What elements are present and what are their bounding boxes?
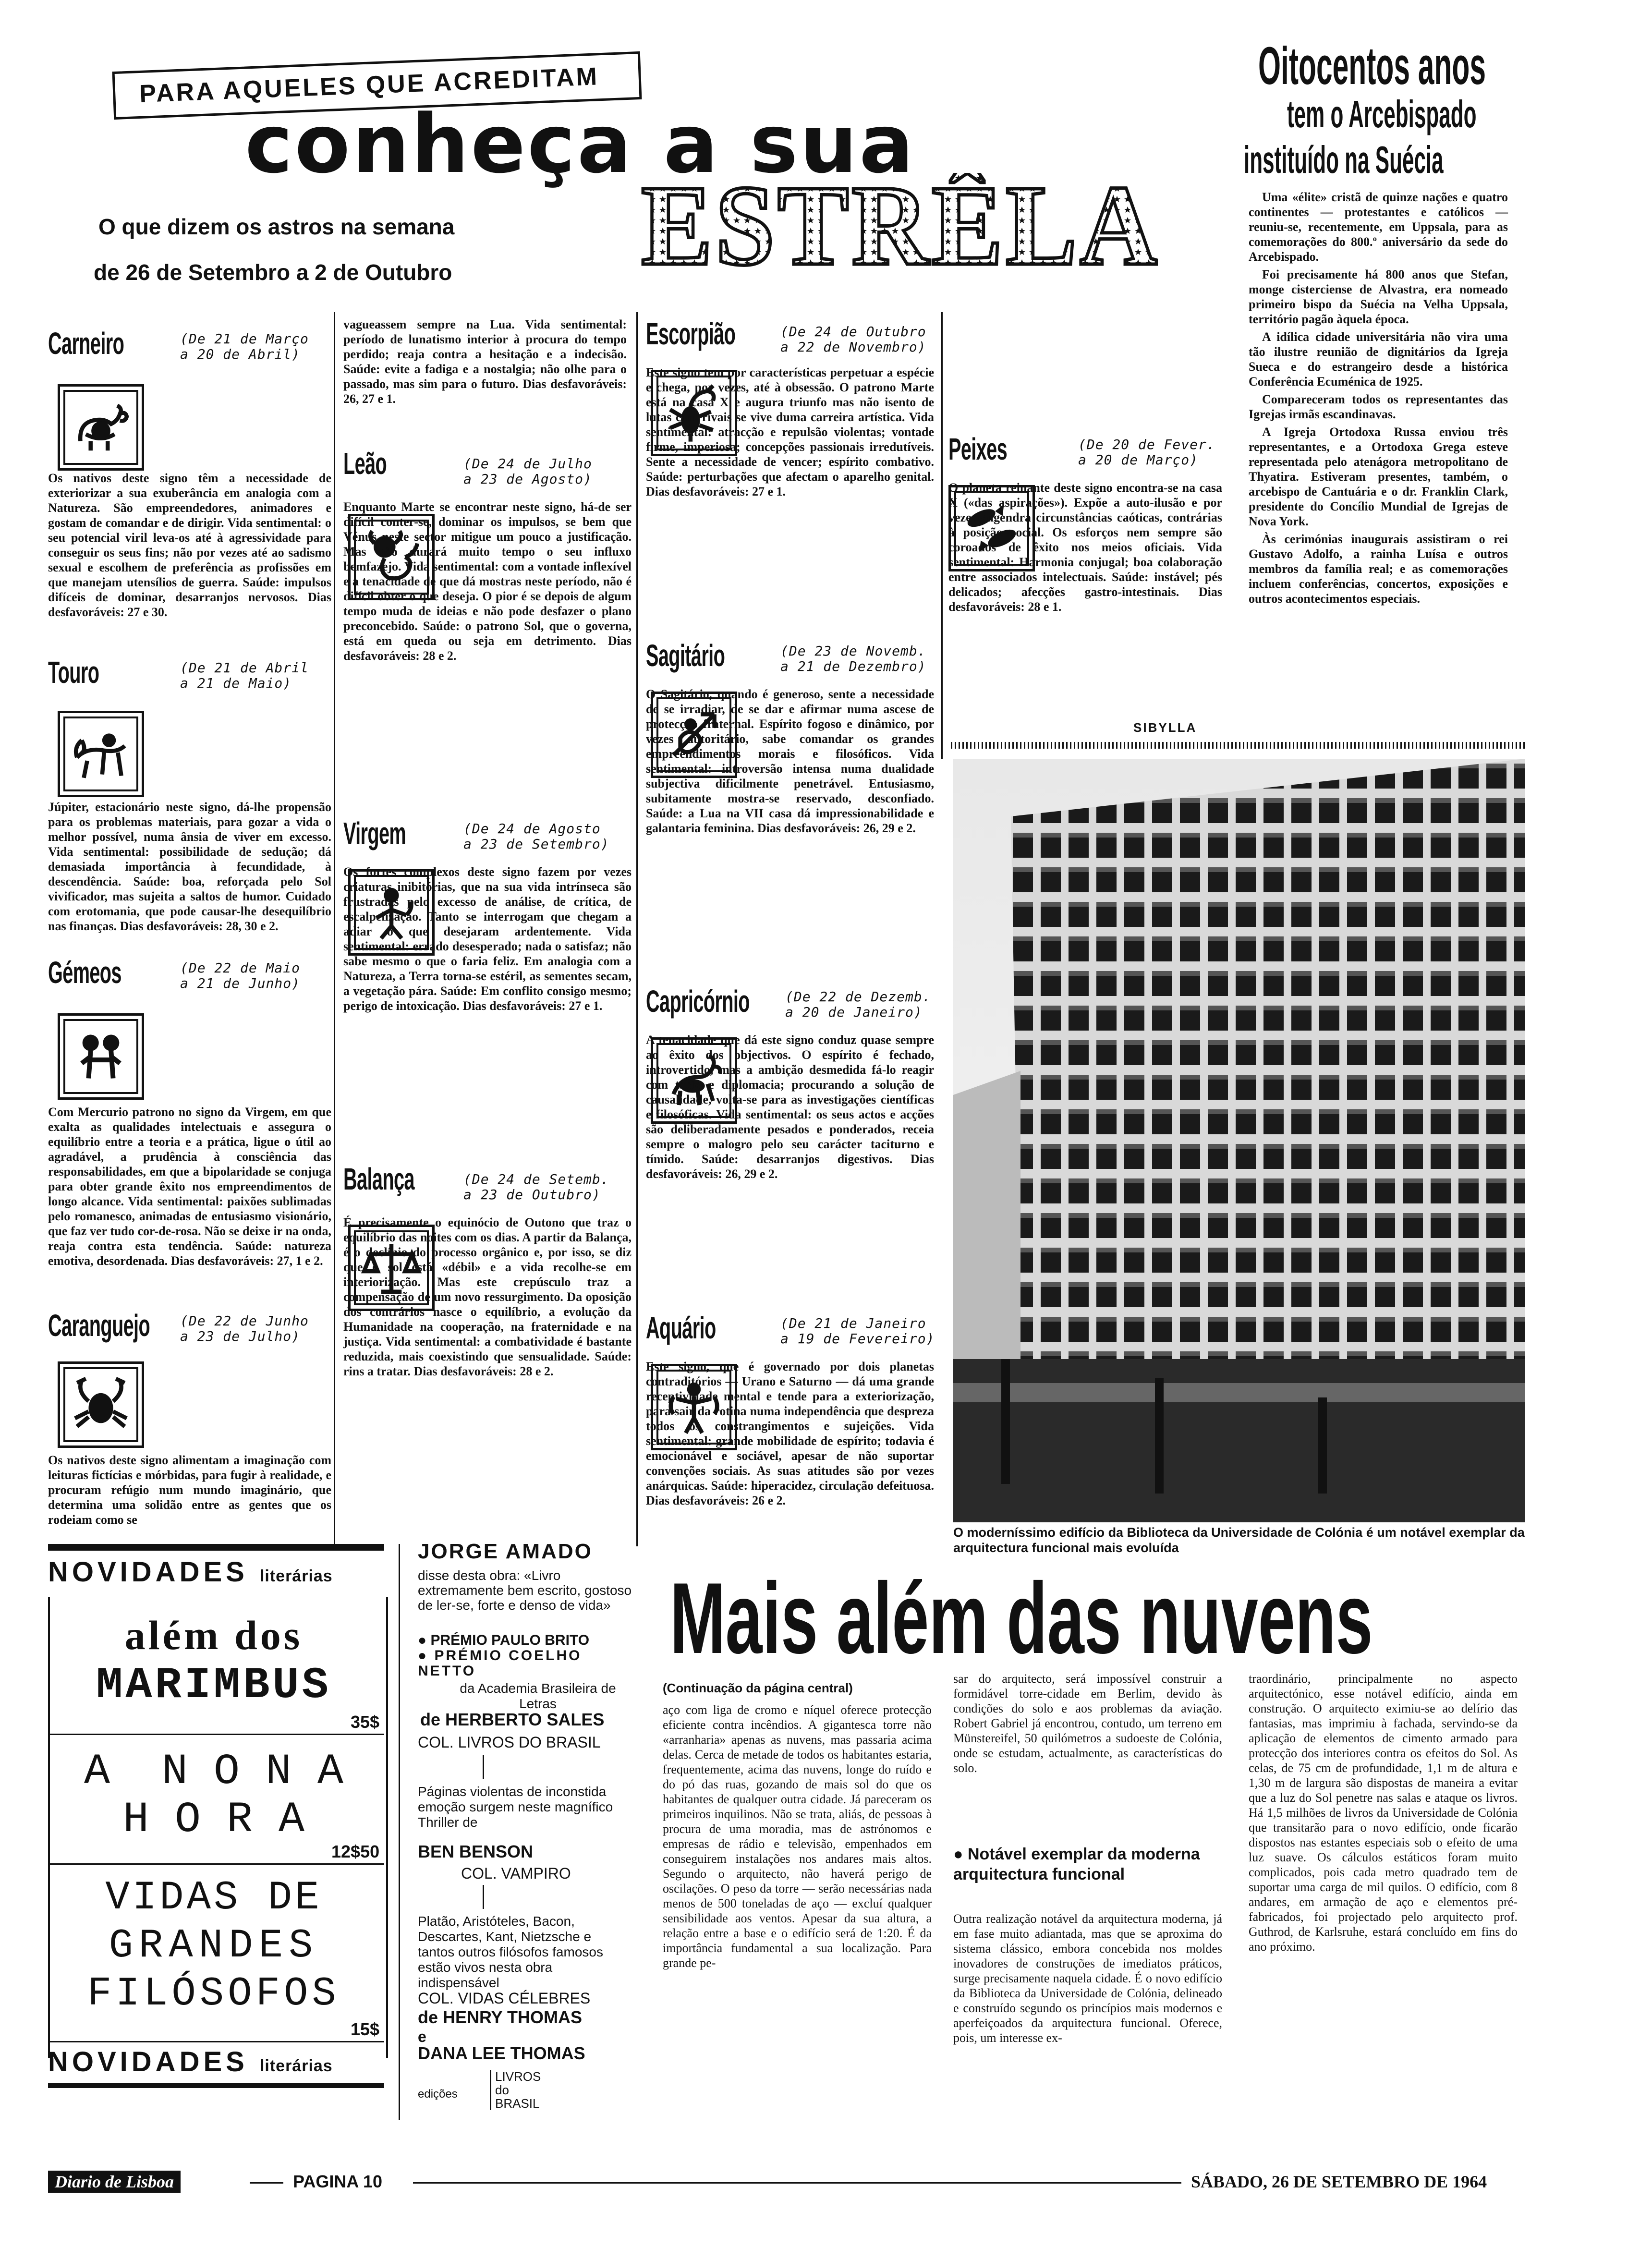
sign-name: Leão (343, 446, 387, 481)
sign-leao (343, 447, 632, 783)
sidebar-paragraph: Compareceram todos os representantes das Igrejas irmãs escandinavas. (1249, 392, 1508, 421)
sign-caranguejo (48, 1309, 331, 1530)
ad-divider (48, 1863, 384, 1865)
svg-text:ESTRÊLA: ESTRÊLA (641, 173, 1160, 283)
ad-collection-3: COL. VIDAS CÉLEBRES (418, 1990, 591, 2007)
sign-touro (48, 656, 331, 953)
ad-title-3c: FILÓSOFOS (87, 1971, 340, 2017)
sign-name: Peixes (948, 432, 1008, 466)
ad-author-5: DANA LEE THOMAS (418, 2043, 585, 2063)
sign-text: É precisamente o equinócio de Outono que traz o equilíbrio das noites com os dias. A partir da Balança, é o declínio do processo orgânico e, por isso, se diz que o sol está «débil» e a vida recolhe-se em interiorização. Mas este crepúsculo traz a compensação de um novo ressurgimento. Da oposição dos contrários nasce o equilíbrio, a evolução da Humanidade na cooperação, na fraternidade e na justiça. Vida sentimental: a combatividade é bastante reduzida, mais coexistindo que sensualidade. Saúde: rins a tratar. Dias desfavoráveis: 28 e 2. (343, 1215, 632, 1378)
ad-collection-1: COL. LIVROS DO BRASIL (418, 1734, 601, 1751)
building-illustration (953, 759, 1525, 1522)
sign-text: Os nativos deste signo têm a necessidade de exteriorizar a sua exuberância em analogia com a Natureza. São empreendedores, animadores e gostam de comandar e de dirigir. Vida sentimental: o seu potencial viril leva-os até à agressividade para conseguir os seus fins; não por vezes até ao sadismo sexual e escolhem de preferência as profissões em que manejam utensílios de guerra. Saúde: impulsos difíceis de dominar, desarranjos nervosos. Dias desfavoráveis: 27 e 30. (48, 471, 331, 619)
column-rule (334, 312, 335, 1546)
ad-title-2b: H O R A (122, 1796, 305, 1845)
signature: SIBYLLA (1133, 720, 1197, 735)
sign-text: Júpiter, estacionário neste signo, dá-lhe propensão para os problemas materiais, para gozar a vida o melhor possível, numa ânsia de viver em excesso. Vida sentimental: possibilidade de sedução; dá demasiada importância à fecundidade, à descendência. Saúde: boa, reforçada pelo Sol vivificador, mas sujeita a saltos de humor. Cuidado com erotomania, que pode causar-lhe desequilíbrio nas finanças. Dias desfavoráveis: 28, 30 e 2. (48, 800, 331, 933)
footer-masthead: Diario de Lisboa (48, 2171, 181, 2193)
starry-lettering (636, 173, 1165, 283)
ad-author-4: de HENRY THOMAS (418, 2007, 583, 2027)
sign-carneiro (48, 327, 331, 658)
ad-collection-2: COL. VAMPIRO (461, 1865, 571, 1882)
sign-aquario (646, 1311, 934, 1551)
sidebar-paragraph: A idílica cidade universitária não vira uma tão ilustre reunião de dignitários da Igreja Sueca e do estrangeiro desde a histórica Conferência Ecuménica de 1925. (1249, 330, 1508, 389)
sign-name: Aquário (646, 1311, 716, 1345)
deck-line-2: de 26 de Setembro a 2 de Outubro (94, 260, 452, 285)
sign-dates: (De 23 de Novemb. a 21 de Dezembro) (780, 643, 926, 674)
sidebar-paragraph: Às cerimónias inaugurais assistiram o rei Gustavo Adolfo, a rainha Luísa e outros membros da família real; e as comemorações incluem conferências, concertos, exposições e outros acontecimentos especiais. (1249, 532, 1508, 606)
sidebar-subtitle-1: tem o Arcebispado (1287, 93, 1477, 135)
sign-escorpiao (646, 317, 934, 615)
sign-gemeos (48, 956, 331, 1306)
sign-name: Balança (343, 1162, 414, 1196)
ad-tick (483, 1755, 484, 1779)
sign-sagitario (646, 639, 934, 951)
ad-price-2: 12$50 (331, 1842, 380, 1861)
ad-divider (48, 2041, 384, 2042)
cancer-icon (58, 1361, 144, 1448)
sign-dates: (De 24 de Julho a 23 de Agosto) (463, 456, 592, 487)
sidebar-paragraph: Foi precisamente há 800 anos que Stefan, monge cisterciense de Alvastra, era nomeado primeiro bispo da Suécia na Velha Uppsala, território pagão àquela época. (1249, 267, 1508, 326)
sign-text: Este signo, que é governado por dois planetas contraditórios — Urano e Saturno — dá uma grande receptividade mental e tende para a exteriorização, para sair da rotina numa independência que despreza todos os constrangimentos e sujeições. Vida sentimental: grande mobilidade de espírito; todavia é emocionável e sociável, apesar de não suportar convenções sociais. As suas atitudes são por vezes anárquicas. Saúde: hiperacidez, circulação defeituosa. Dias desfavoráveis: 26 e 2. (646, 1360, 934, 1507)
article-col-2a: sar do arquitecto, será impossível construir a formidável torre-cidade em Berlim, devido às condições do solo e aos problemas da aviação. Robert Gabriel já encontrou, contudo, um terreno em Münstereifel, 50 quilómetros a sudoeste de Colónia, onde se estudam, actualmente, as características do solo. (953, 1672, 1222, 1775)
article-col-3: traordinário, principalmente no aspecto arquitectónico, esse notável edifício, ainda em construção. O arquitecto eximiu-se ao delírio das fantasias, mas imprimiu à fachada, servindo-se da aplicação de elementos de cimento armado para protecção dos interiores contra os efeitos do Sol. As celas, de 75 cm de profundidade, 1,1 m de altura e 1,30 m de largura são dispostas de maneira a evitar que a luz do Sol penetre nas salas e ataque os livros. Há 1,5 milhões de livros da Universidade de Colónia que transitarão para o novo edifício, onde ficarão dispostos nas estantes especiais sob o efeito de uma luz suave. Os cálculos estáticos foram muito complicados, pois cada metro quadrado tem de suportar uma carga de mil quilos. O edifício, com 8 andares, em armação de aço e elementos pré-fabricados, foi projectado pelo arquitecto prof. Guthrod, de Karlsruhe, estará concluído em fins do ano próximo. (1249, 1672, 1518, 1954)
ad-prize-1: ● PRÉMIO PAULO BRITO (418, 1632, 590, 1648)
sign-text: Enquanto Marte se encontrar neste signo, há-de ser difícil conter-se, dominar os impulsos, se bem que Vénus neste sector mitigue um pouco a justificação. Mas não durará muito tempo o seu influxo bemfazejo. Vida sentimental: com a vontade inflexível e a tenacidade de que dá mostras neste período, não é difícil obter o que deseja. O pior é se depois de algum tempo muda de ideias e não pode desfazer o plano preconcebido. Saúde: o patrono Sol, que o governa, está em queda ou seja em detrimento. Dias desfavoráveis: 28 e 2. (343, 500, 632, 663)
footer-date: SÁBADO, 26 DE SETEMBRO DE 1964 (1191, 2172, 1487, 2191)
library-photo (953, 759, 1525, 1522)
sign-name: Escorpião (646, 316, 736, 351)
ad-title-1a: além dos (124, 1612, 303, 1658)
ad-author-2: de HERBERTO SALES (420, 1710, 605, 1729)
carry-over-text: vagueassem sempre na Lua. Vida sentimental: período de lunatismo interior à procura do tempo perdido; reaja contra a hesitação e a indecisão. Saúde: evite a fadiga e a nostalgia; não olhe para o passado, mas sim para o futuro. Dias desfavoráveis: 26, 27 e 1. (343, 317, 627, 406)
sign-name: Sagitário (646, 638, 725, 673)
article-continuation: (Continuação da página central) (663, 1681, 853, 1695)
sign-text: O planeta reinante deste signo encontra-se na casa X («das aspirações»). Expõe a auto-ilusão e por vezes engendra circunstâncias caóticas, contrárias à posição social. Os esforços nem sempre são coroados de êxito nos meios oficiais. Vida sentimental: Harmonia conjugal; boa colaboração entre associados intelectuais. Saúde: instável; pés delicados; afecções gastro-intestinais. Dias desfavoráveis: 28 e 1. (948, 481, 1222, 614)
ad-bottom-rule (48, 2083, 384, 2088)
ad-title-3a: VIDAS DE (105, 1875, 322, 1921)
ad-philosophers: Platão, Aristóteles, Bacon, Descartes, Kant, Nietzsche e tantos outros filósofos famosos estão vivos nesta obra indispensável (418, 1914, 603, 1990)
sign-dates: (De 22 de Maio a 21 de Junho) (180, 960, 301, 991)
ad-header: NOVIDADES literárias (48, 1556, 333, 1588)
ad-footer: NOVIDADES literárias (48, 2046, 333, 2077)
footer-rule (250, 2182, 283, 2184)
headline-big (636, 173, 1165, 283)
ad-tick (483, 1885, 484, 1909)
sidebar-title: Oitocentos anos (1258, 36, 1486, 96)
ad-title-2a: A N O N A (84, 1748, 344, 1797)
ad-price-1: 35$ (351, 1712, 380, 1732)
sign-virgem (343, 816, 632, 1181)
kicker: PARA AQUELES QUE ACREDITAM (139, 62, 599, 108)
headline: conheça a sua (245, 97, 916, 191)
sidebar-paragraph: A Igreja Ortodoxa Russa enviou três representantes, e a Ortodoxa Grega esteve representada pelo atenágora metropolitano de Thyatira. Estiveram presentes, também, o arcebispo de Cantuária e o dr. Franklin Clark, presidente do Concílio Mundial de Igrejas de Nova York. (1249, 425, 1508, 528)
sign-dates: (De 24 de Agosto a 23 de Setembro) (463, 821, 609, 852)
sign-text: A tenacidade que dá este signo conduz quase sempre ao êxito dos objectivos. O espírito é fechado, introvertido, mas a ambição desmedida fá-lo reagir com tacto e diplomacia; procurando a solução de causalidade, volta-se para as investigações científicas e filosóficas. Vida sentimental: os seus actos e acções são deliberadamente pesados e ponderados, receia sempre o malogro pelo seu carácter taciturno e tímido. Saúde: desarranjos digestivos. Dias desfavoráveis: 26, 29 e 2. (646, 1033, 934, 1181)
sign-dates: (De 22 de Dezemb. a 20 de Janeiro) (785, 989, 931, 1020)
ad-top-rule (48, 1544, 384, 1551)
sign-text: Os fortes complexos deste signo fazem por vezes criaturas inibitórias, que na sua vida intrínseca são frustradas pelo excesso de análise, de crítica, de escalpelização. Tanto se interrogam que chegam a adiar o que desejaram ardentemente. Vida sentimental: errado desesperado; nada o satisfaz; não sabe mesmo o que o faria feliz. Em analogia com a Natureza, a Terra torna-se estéril, as sementes secam, a vegetação pára. Saúde: Em conflito consigo mesmo; perigo de intoxicação. Dias desfavoráveis: 27 e 1. (343, 865, 632, 1013)
sidebar-subtitle-2: instituído na Suécia (1244, 138, 1444, 181)
sign-dates: (De 21 de Janeiro a 19 de Fevereiro) (780, 1315, 935, 1347)
deck-line-1: O que dizem os astros na semana (98, 214, 455, 239)
ad-author-3: BEN BENSON (418, 1842, 534, 1861)
sign-capricornio (646, 984, 934, 1297)
article-headline: Mais além das nuvens (670, 1562, 1373, 1675)
sign-name: Touro (48, 655, 99, 690)
sign-dates: (De 21 de Abril a 21 de Maio) (180, 660, 309, 691)
ad-thriller: Páginas violentas de inconstida emoção surgem neste magnífico Thriller de (418, 1784, 613, 1830)
gemini-icon (58, 1013, 144, 1100)
ad-author-1-quote: disse desta obra: «Livro extremamente bem escrito, gostoso de ler-se, forte e denso de vida» (418, 1568, 632, 1613)
footer-rule (413, 2182, 1181, 2184)
sidebar-body (1249, 190, 1508, 609)
sign-name: Gémeos (48, 955, 121, 990)
sign-dates: (De 20 de Fever. a 20 de Março) (1078, 437, 1215, 468)
sign-dates: (De 24 de Setemb. a 23 de Outubro) (463, 1171, 609, 1202)
sign-text: Este signo tem por características perpetuar a espécie e chega, por vezes, até à obsessão. O patrono Marte está na casa X e augura triunfo mas não isento de lutas com rivais se vive duma carreira artística. Vida sentimental: atracção e repulsão violentas; vontade firme, imperiosa; concepções passionais irredutíveis. Sente a necessidade de vencer; espírito combativo. Saúde: perturbações que afectam o aparelho genital. Dias desfavoráveis: 27 e 1. (646, 365, 934, 498)
sign-text: O Sagitário, quando é generoso, sente a necessidade de se irradiar, de se dar e afirmar numa ascese de protecção fraternal. Espírito fogoso e dinâmico, por vezes autoritário, sabe comandar os grandes empreendimentos morais e filosóficos. Vida sentimental: introversão intensa numa dualidade subjectiva dificilmente penetrável. Entusiasmo, subitamente mostra-se reservado, desconfiado. Saúde: a Lua na VII casa dá impressionabilidade e galantaria feminina. Dias desfavoráveis: 26, 29 e 2. (646, 687, 934, 835)
sign-name: Capricórnio (646, 984, 750, 1019)
sign-name: Virgem (343, 816, 406, 850)
sign-peixes (948, 432, 1222, 744)
sidebar-paragraph: Uma «élite» cristã de quinze nações e quatro continentes — protestantes e católicos — reuniu-se, recentemente, em Uppsala, para as comemorações do 800.º aniversário da sede do Arcebispado. (1249, 190, 1508, 264)
ad-prize-2: ● PRÉMIO COELHO NETTO (418, 1648, 582, 1679)
photo-caption: O moderníssimo edifício da Biblioteca da Universidade de Colónia é um notável exemplar da arquitectura funcional mais evoluída (953, 1525, 1525, 1555)
ad-author-4b: e (418, 2028, 426, 2045)
ad-publisher-pre: edições (418, 2088, 458, 2101)
article-subhead: ● Notável exemplar da moderna arquitectura funcional (953, 1845, 1200, 1883)
sign-text: Com Mercurio patrono no signo da Virgem, em que exalta as qualidades intelectuais e assegura o equilíbrio entre a teoria e a prática, ligue o útil ao agradável, a prudência à consciência das responsabilidades, em que a bipolaridade se conjuga para obter grande êxito nos empreendimentos de longo alcance. Vida sentimental: paixões sublimadas pelo romanesco, animadas de entusiasmo visionário, que faz ver tudo cor-de-rosa. Não se deixe ir na onda, reaja contra esta tendência. Saúde: natureza emotiva, desordenada. Dias desfavoráveis: 27, 1 e 2. (48, 1105, 331, 1268)
sign-dates: (De 21 de Março a 20 de Abril) (180, 331, 309, 362)
aries-icon (58, 384, 144, 471)
sign-text: Os nativos deste signo alimentam a imaginação com leituras fictícias e mórbidas, para fugir à realidade, e procuram refúgio num mundo imaginário, que determina uma solidão entre as gentes que os rodeiam como se (48, 1453, 331, 1527)
ad-column-rule (399, 1544, 400, 2120)
ad-publisher: LIVROS do BRASIL (490, 2070, 553, 2110)
column-rule (941, 312, 943, 759)
footer-page: PAGINA 10 (293, 2172, 383, 2191)
ad-title-1b: MARIMBUS (96, 1660, 331, 1711)
ad-price-3: 15$ (351, 2019, 380, 2039)
column-rule (636, 312, 638, 1546)
sign-balanca (343, 1162, 632, 1537)
taurus-icon (58, 711, 144, 797)
ad-author-1: JORGE AMADO (418, 1540, 593, 1563)
ad-title-3b: GRANDES (109, 1923, 319, 1969)
article-col-1: aço com liga de cromo e níquel oferece protecção eficiente contra incêndios. A gigantesca torre não «arranharia» apenas as nuvens, mas passaria acima delas. Cerca de metade de todos os habitantes estaria, frequentemente, acima das nuvens, longe do ruído e do pó das ruas, gozando de mais sol do que os habitantes de qualquer outra cidade. Já pareceram os primeiros inquilinos. Não se trata, aliás, de pessoas à procura de uma moradia, mas de astrónomos e empresas de rádio e televisão, empenhados em conseguirem instalações nos andares mais altos. Segundo o arquitecto, não haverá perigo de oscilações. O peso da torre — serão necessárias nada menos de 500 toneladas de aço — excluí qualquer sensibilidade aos ventos. Apesar da sua altura, a relação entre a base e o edifício será de 1:20. É da importância fundamental a sua localização. Para grande pe- (663, 1703, 932, 1970)
article-col-2b: Outra realização notável da arquitectura moderna, já em fase muito adiantada, mas que se aproxima do sistema clássico, embora concebida nos moldes inovadores de construções de imediatos práticos, surge precisamente naquela cidade. É o novo edifício da Biblioteca da Universidade de Colónia, delineado e construído segundo os princípios mais modernos e aperfeiçoados da arquitectura funcional. Oferece, pois, um interesse ex- (953, 1912, 1222, 2045)
sign-name: Caranguejo (48, 1308, 150, 1343)
sign-dates: (De 24 de Outubro a 22 de Novembro) (780, 324, 926, 355)
ad-prize-from: da Academia Brasileira de Letras (460, 1681, 616, 1711)
sign-dates: (De 22 de Junho a 23 de Julho) (180, 1313, 309, 1344)
hatched-rule (951, 742, 1527, 749)
ad-divider (48, 1734, 384, 1735)
sign-name: Carneiro (48, 326, 124, 361)
